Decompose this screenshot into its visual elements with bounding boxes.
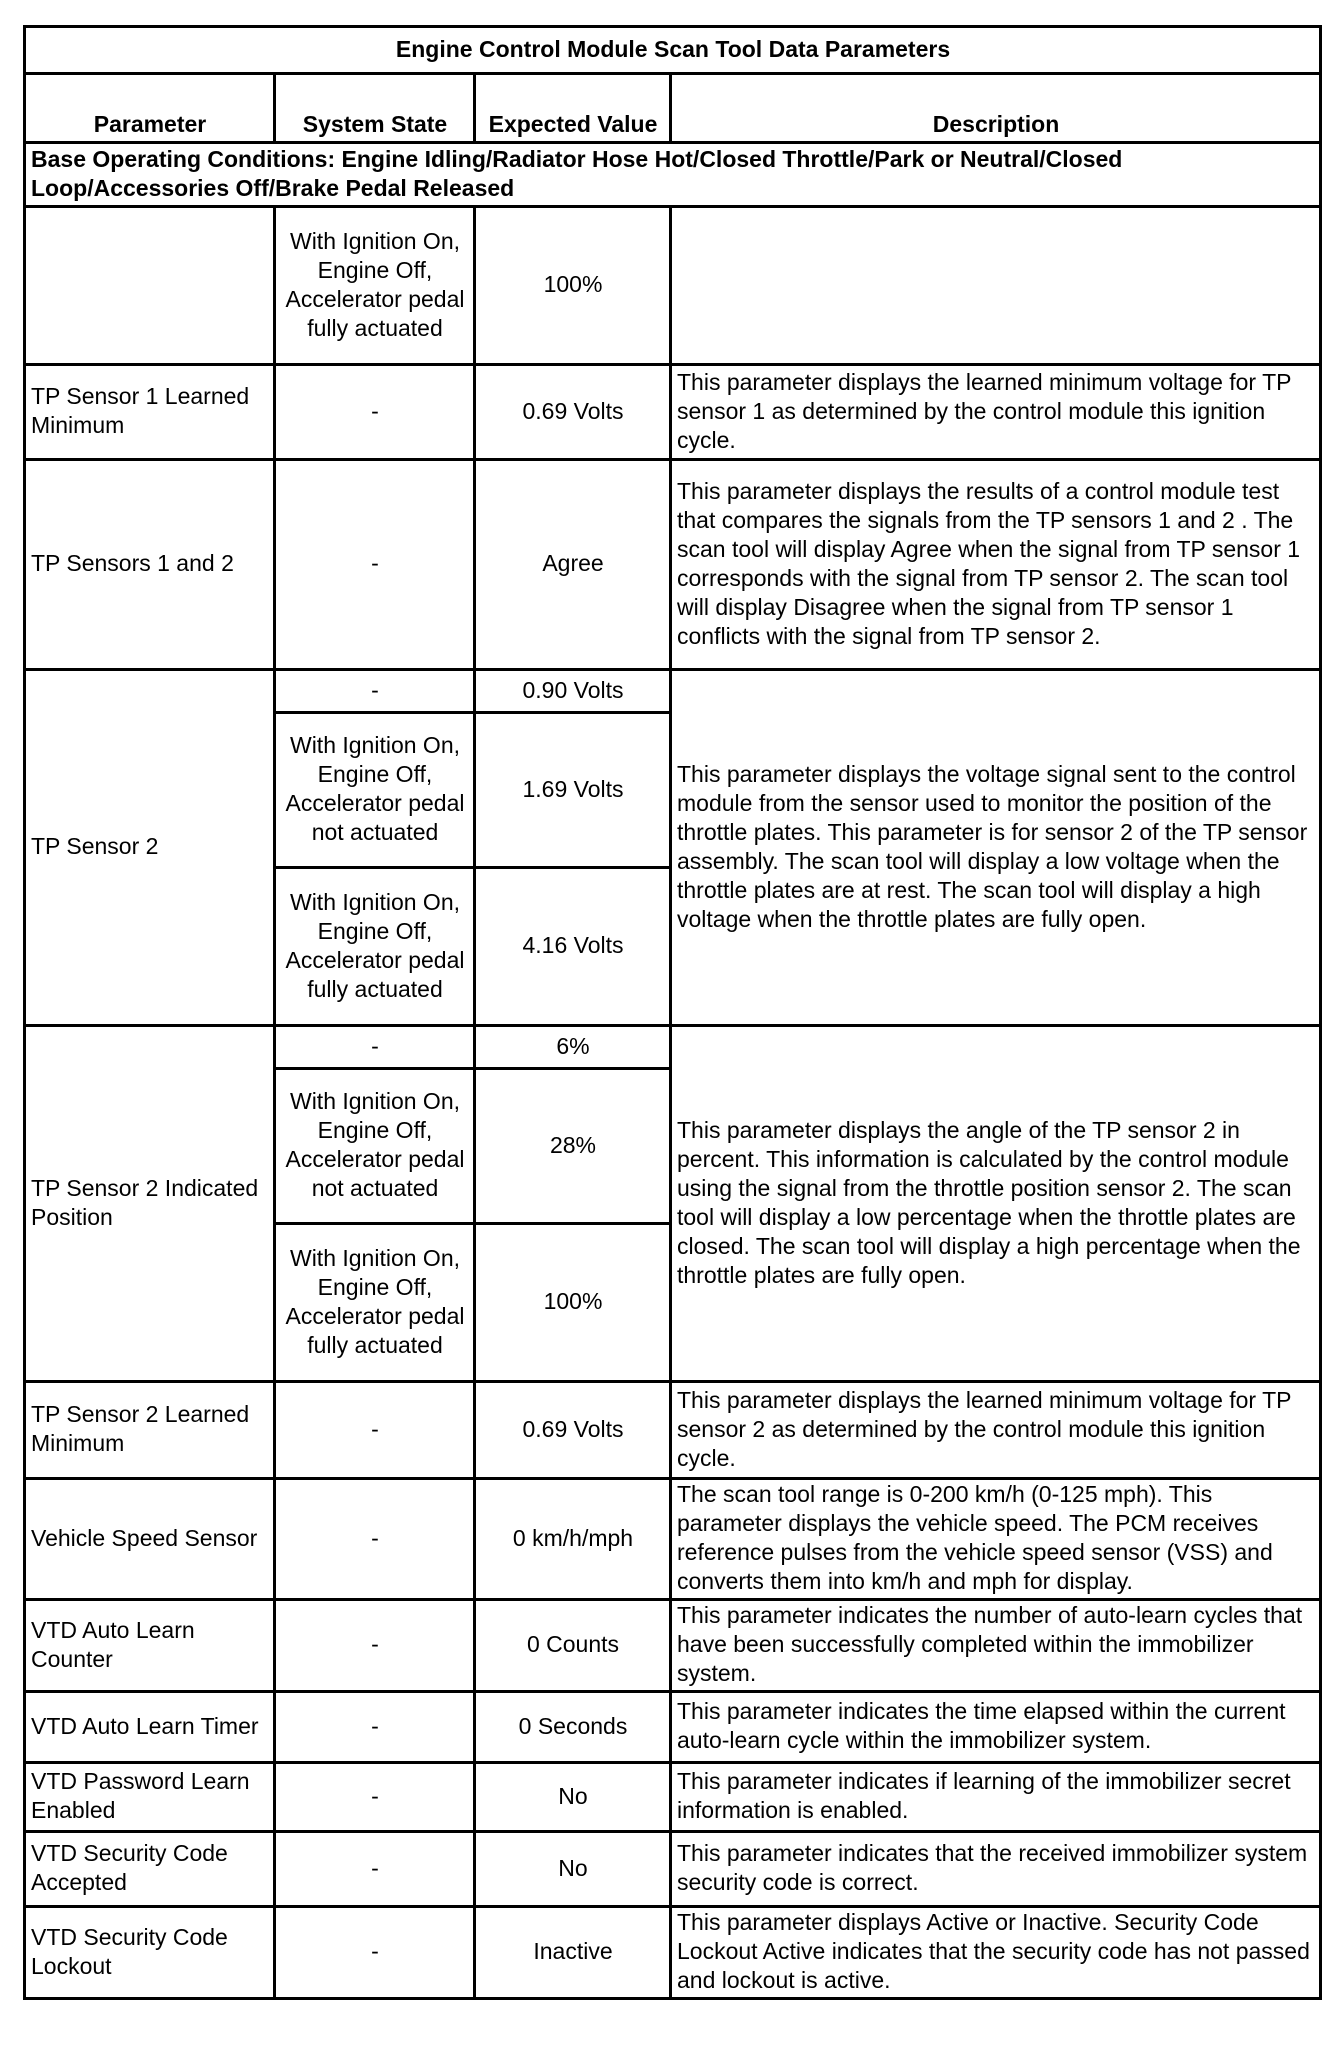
expected-value-cell: 0 Seconds (475, 1692, 671, 1763)
expected-value-cell: Inactive (475, 1907, 671, 1999)
expected-value-cell: No (475, 1763, 671, 1832)
system-state-cell: - (275, 365, 475, 460)
system-state-cell: - (275, 1907, 475, 1999)
system-state-cell: With Ignition On, Engine Off, Accelerator pedal fully actuated (275, 868, 475, 1026)
system-state-cell: - (275, 460, 475, 670)
parameter-cell: VTD Security Code Lockout (25, 1907, 275, 1999)
system-state-cell: - (275, 1692, 475, 1763)
table-row (25, 1026, 1321, 1069)
parameter-cell: TP Sensor 2 Learned Minimum (25, 1382, 275, 1479)
parameter-cell: TP Sensor 2 Indicated Position (25, 1026, 275, 1382)
table-row (25, 207, 1321, 365)
system-state-cell: With Ignition On, Engine Off, Accelerator pedal fully actuated (275, 207, 475, 365)
description-cell: The scan tool range is 0-200 km/h (0-125 mph). This parameter displays the vehicle speed. The PCM receives reference pulses from the vehicle speed sensor (VSS) and converts them into km/h and mph for display. (671, 1479, 1321, 1600)
scan-tool-data-table (23, 25, 1322, 2000)
base-operating-conditions: Base Operating Conditions: Engine Idling/Radiator Hose Hot/Closed Throttle/Park or Neutral/Closed Loop/Accessories Off/Brake Pedal Released (25, 143, 1321, 207)
header-description: Description (671, 74, 1321, 143)
expected-value-cell: 0.90 Volts (475, 670, 671, 713)
table-row (25, 1382, 1321, 1479)
expected-value-cell: 1.69 Volts (475, 713, 671, 868)
description-cell: This parameter displays the angle of the TP sensor 2 in percent. This information is calculated by the control module using the signal from the throttle position sensor 2. The scan tool will display a low percentage when the throttle plates are closed. The scan tool will display a high percentage when the throttle plates are fully open. (671, 1026, 1321, 1382)
system-state-cell: - (275, 1479, 475, 1600)
header-system-state: System State (275, 74, 475, 143)
description-cell: This parameter displays the learned minimum voltage for TP sensor 2 as determined by the control module this ignition cycle. (671, 1382, 1321, 1479)
parameter-cell: TP Sensors 1 and 2 (25, 460, 275, 670)
description-cell: This parameter displays the voltage signal sent to the control module from the sensor used to monitor the position of the throttle plates. This parameter is for sensor 2 of the TP sensor assembly. The scan tool will display a low voltage when the throttle plates are at rest. The scan tool will display a high voltage when the throttle plates are fully open. (671, 670, 1321, 1026)
parameter-cell: Vehicle Speed Sensor (25, 1479, 275, 1600)
system-state-cell: With Ignition On, Engine Off, Accelerator pedal not actuated (275, 1069, 475, 1224)
expected-value-cell: 0.69 Volts (475, 1382, 671, 1479)
system-state-cell: - (275, 1763, 475, 1832)
system-state-cell: With Ignition On, Engine Off, Accelerator pedal not actuated (275, 713, 475, 868)
table-row (25, 1479, 1321, 1600)
description-cell: This parameter indicates that the received immobilizer system security code is correct. (671, 1832, 1321, 1907)
parameter-cell: VTD Password Learn Enabled (25, 1763, 275, 1832)
table-row (25, 1692, 1321, 1763)
expected-value-cell: 0.69 Volts (475, 365, 671, 460)
description-cell: This parameter indicates the number of auto-learn cycles that have been successfully completed within the immobilizer system. (671, 1600, 1321, 1692)
table-row (25, 1600, 1321, 1692)
system-state-cell: - (275, 1600, 475, 1692)
parameter-cell (25, 207, 275, 365)
table-row (25, 365, 1321, 460)
expected-value-cell: 0 Counts (475, 1600, 671, 1692)
expected-value-cell: 0 km/h/mph (475, 1479, 671, 1600)
table-title: Engine Control Module Scan Tool Data Parameters (25, 27, 1321, 74)
expected-value-cell: 100% (475, 1224, 671, 1382)
parameter-cell: VTD Auto Learn Timer (25, 1692, 275, 1763)
expected-value-cell: 6% (475, 1026, 671, 1069)
expected-value-cell: 28% (475, 1069, 671, 1224)
parameter-cell: TP Sensor 1 Learned Minimum (25, 365, 275, 460)
table-row (25, 1763, 1321, 1832)
system-state-cell: - (275, 1382, 475, 1479)
expected-value-cell: 4.16 Volts (475, 868, 671, 1026)
expected-value-cell: No (475, 1832, 671, 1907)
table-row (25, 1832, 1321, 1907)
expected-value-cell: Agree (475, 460, 671, 670)
description-cell (671, 207, 1321, 365)
system-state-cell: With Ignition On, Engine Off, Accelerator pedal fully actuated (275, 1224, 475, 1382)
table-row (25, 460, 1321, 670)
parameter-cell: VTD Security Code Accepted (25, 1832, 275, 1907)
header-expected-value: Expected Value (475, 74, 671, 143)
description-cell: This parameter indicates the time elapsed within the current auto-learn cycle within the immobilizer system. (671, 1692, 1321, 1763)
header-parameter: Parameter (25, 74, 275, 143)
system-state-cell: - (275, 670, 475, 713)
table-row (25, 670, 1321, 713)
system-state-cell: - (275, 1026, 475, 1069)
expected-value-cell: 100% (475, 207, 671, 365)
system-state-cell: - (275, 1832, 475, 1907)
parameter-cell: VTD Auto Learn Counter (25, 1600, 275, 1692)
description-cell: This parameter indicates if learning of the immobilizer secret information is enabled. (671, 1763, 1321, 1832)
parameter-cell: TP Sensor 2 (25, 670, 275, 1026)
description-cell: This parameter displays the learned minimum voltage for TP sensor 1 as determined by the control module this ignition cycle. (671, 365, 1321, 460)
description-cell: This parameter displays Active or Inactive. Security Code Lockout Active indicates that the security code has not passed and lockout is active. (671, 1907, 1321, 1999)
table-row (25, 1907, 1321, 1999)
description-cell: This parameter displays the results of a control module test that compares the signals from the TP sensors 1 and 2 . The scan tool will display Agree when the signal from TP sensor 1 corresponds with the signal from TP sensor 2. The scan tool will display Disagree when the signal from TP sensor 1 conflicts with the signal from TP sensor 2. (671, 460, 1321, 670)
